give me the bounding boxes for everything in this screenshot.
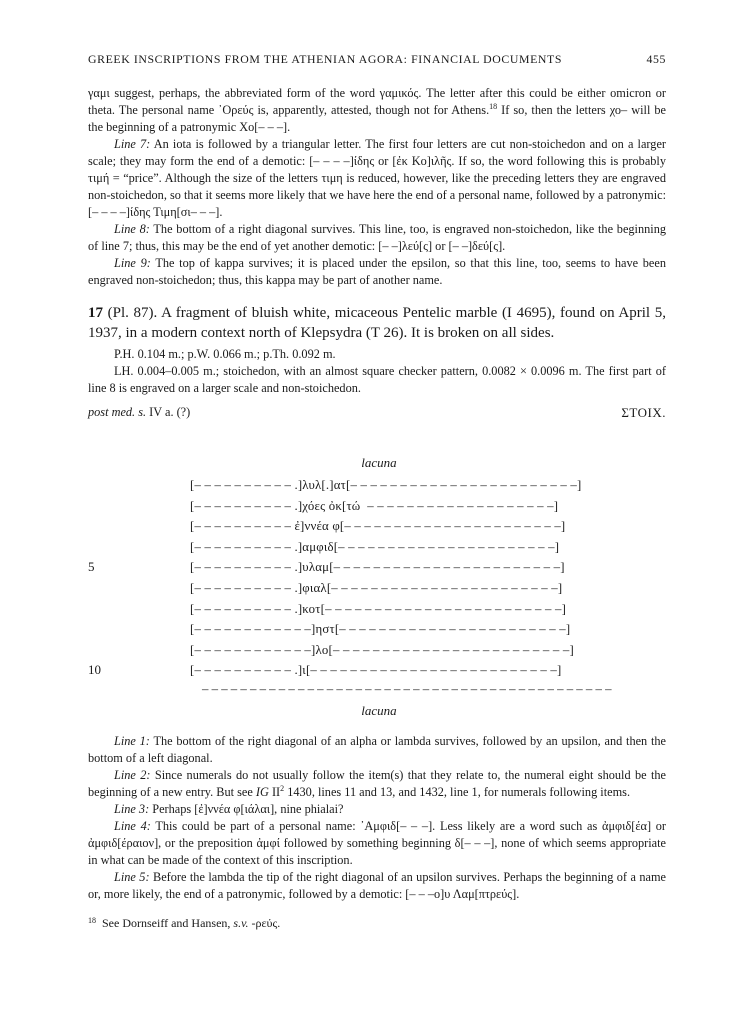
inscription-line [88, 578, 666, 599]
line-text: [– – – – – – – – – – ἐ]ννέα φ[– – – – – – – – – – – – – – – – – – – – – –] [190, 519, 566, 534]
footnote-ref[interactable]: 18 [489, 102, 498, 111]
commentary-text: Before the lambda the tip of the right diagonal of an upsilon survives. Perhaps the beginning of a name or, more likely, the end of a patronymic, followed by a demotic: [– – –ο]υ Λαμ[πτρεύς]. [88, 869, 666, 901]
line-number [88, 578, 190, 599]
footnote [88, 915, 666, 932]
inscription-line [88, 660, 666, 681]
commentary-label: Line 1: [114, 733, 150, 748]
footnote-text: See Dornseiff and Hansen, [102, 915, 234, 930]
commentary-label: Line 4: [114, 818, 151, 833]
note-label: Line 7: [114, 137, 151, 151]
note-line-7 [88, 136, 666, 221]
commentary-line-3 [88, 801, 666, 818]
line-text: [– – – – – – – – – – .]υλαμ[– – – – – – – – – – – – – – – – – – – – – – –] [190, 560, 565, 575]
footnote-sv: s.v. [233, 915, 249, 930]
line-number: 5 [88, 559, 95, 575]
lacuna-top: lacuna [361, 455, 397, 470]
line-number [88, 640, 190, 661]
line-number [88, 599, 190, 620]
note-label: Line 9: [114, 256, 151, 270]
intro-paragraph [88, 85, 666, 136]
page [88, 52, 666, 932]
footnote-number: 18 [88, 915, 96, 925]
note-text: An iota is followed by a triangular letter. The first four letters are cut non-stoichedon and on a larger scale; they may form the end of a demotic: [– – – –]ίδης or [ἐκ Κο]ιλῆς. If so, the word following this is probably τιμή = “price”. Although the size of the letters τιμη is reduced, however, like the preceding letters they are engraved non-stoichedon, so that it seems more likely that we have here the end of a personal name, followed by a patronymic: [– – – –]ίδης Τιμη[σι– – –]. [88, 137, 667, 219]
line-text: [– – – – – – – – – – – –]ηστ[– – – – – – – – – – – – – – – – – – – – – – –] [190, 622, 571, 637]
commentary-text-tail: 1430, lines 11 and 13, and 1432, line 1, for numerals following items. [284, 784, 631, 799]
inscription-line [88, 599, 666, 620]
commentary-line-4 [88, 818, 666, 869]
commentary-text: The bottom of the right diagonal of an alpha or lambda survives, followed by an upsilon, and then the bottom of a left diagonal. [88, 733, 666, 765]
line-number [88, 537, 190, 558]
line-number: 10 [88, 662, 101, 678]
note-label: Line 8: [114, 222, 150, 236]
line-text: [– – – – – – – – – – .]φιαλ[– – – – – – – – – – – – – – – – – – – – – – –] [190, 580, 563, 595]
line-text: [– – – – – – – – – – .]λυλ[.]ατ[– – – – – – – – – – – – – – – – – – – – – – –] [190, 478, 582, 492]
line-text: [– – – – – – – – – – .]κοτ[– – – – – – – – – – – – – – – – – – – – – – – –] [190, 601, 567, 616]
stoichedon-label: ΣΤΟΙΧ. [621, 405, 666, 420]
ig-volume: II [268, 784, 281, 799]
commentary-text: This could be part of a personal name: ᾿Αμφιδ[– – –]. Less likely are a word such as ἀμφιδ[έα] or ἀμφιδ[έραιον], or the preposition ἀμφί followed by something beginning δ[– – –], none of which seems appropriate in what can be made of the context of this inscription. [88, 818, 666, 867]
page-number: 455 [646, 52, 666, 66]
date-tail: IV a. (?) [146, 405, 191, 419]
line-text: [– – – – – – – – – – – –]λο[– – – – – – – – – – – – – – – – – – – – – – – –] [190, 642, 574, 657]
letter-height: LH. 0.004–0.005 m.; stoichedon, with an almost square checker pattern, 0.0082 × 0.0096 m. The first part of line 8 is engraved on a larger scale and non-stoichedon. [88, 364, 666, 395]
inscription-line [88, 475, 666, 496]
inscription-line [88, 537, 666, 558]
commentary-line-1 [88, 733, 666, 767]
line-text: [– – – – – – – – – – .]ι[– – – – – – – – – – – – – – – – – – – – – – – – –] [190, 663, 562, 678]
running-head [88, 52, 666, 67]
dimensions: P.H. 0.104 m.; p.W. 0.066 m.; p.Th. 0.092 m. [114, 347, 336, 361]
lacuna-bottom: lacuna [361, 702, 397, 718]
inscription-line [88, 557, 666, 578]
line-text: [– – – – – – – – – – .]χόες ὀκ[τώ – – – – – – – – – – – – – – – – – – –] [190, 498, 559, 513]
entry-description: (Pl. 87). A fragment of bluish white, micaceous Pentelic marble (I 4695), found on April 5, 1937, in a modern context north of Klepsydra (T 26). It is broken on all sides. [88, 305, 666, 341]
commentary-label: Line 5: [114, 869, 150, 884]
ig-reference: IG [255, 784, 269, 799]
header-title: GREEK INSCRIPTIONS FROM THE ATHENIAN AGORA: FINANCIAL DOCUMENTS [88, 52, 562, 66]
line-number [88, 619, 190, 640]
inscription-text [88, 475, 666, 681]
entry-number: 17 [88, 305, 103, 321]
note-text: The top of kappa survives; it is placed under the epsilon, so that this line, too, seems to have been engraved non-stoichedon; thus, this kappa may be part of another name. [88, 256, 666, 287]
ig-edition: 2 [280, 783, 285, 793]
inscription-baseline: – – – – – – – – – – – – – – – – – – – – – – – – – – – – – – – – – – – – – – – – – – – [202, 681, 612, 696]
intro-text: γαμι suggest, perhaps, the abbreviated form of the word γαμικός. The letter after this could be either omicron or theta. The personal name ᾿Ορεύς is, apparently, attested, though not for Athens. [88, 86, 666, 117]
commentary-text: Since numerals do not usually follow the item(s) that they relate to, the numeral eight should be the beginning of a new entry. But see [88, 767, 666, 799]
commentary-text: Perhaps [ἐ]ννέα φ[ιάλαι], nine phialai? [149, 801, 344, 816]
footnote-text-tail: -ρεύς. [248, 915, 281, 930]
line-number [88, 496, 190, 517]
dateline [88, 405, 666, 421]
line-number [88, 475, 190, 496]
note-text: The bottom of a right diagonal survives. This line, too, is engraved non-stoichedon, like the beginning of line 7; thus, this may be the end of yet another demotic: [– –]λεύ[ς] or [– –]δεύ[ς]. [88, 222, 666, 253]
entry-heading [88, 303, 666, 343]
commentary-label: Line 2: [114, 767, 151, 782]
note-line-9 [88, 255, 666, 289]
commentary-line-2 [88, 767, 666, 801]
intro-text-tail: If so, then the letters χο– will be the beginning of a patronymic Χο[– – –]. [88, 103, 666, 134]
line-number [88, 516, 190, 537]
date [88, 405, 190, 421]
inscription-line [88, 516, 666, 537]
commentary-label: Line 3: [114, 801, 150, 816]
inscription-line [88, 640, 666, 661]
inscription-line [88, 496, 666, 517]
commentary-line-5 [88, 869, 666, 903]
note-line-8 [88, 221, 666, 255]
inscription-line [88, 619, 666, 640]
date-italic: post med. s. [88, 405, 147, 419]
line-text: [– – – – – – – – – – .]αμφιδ[– – – – – – – – – – – – – – – – – – – – – –] [190, 539, 560, 554]
